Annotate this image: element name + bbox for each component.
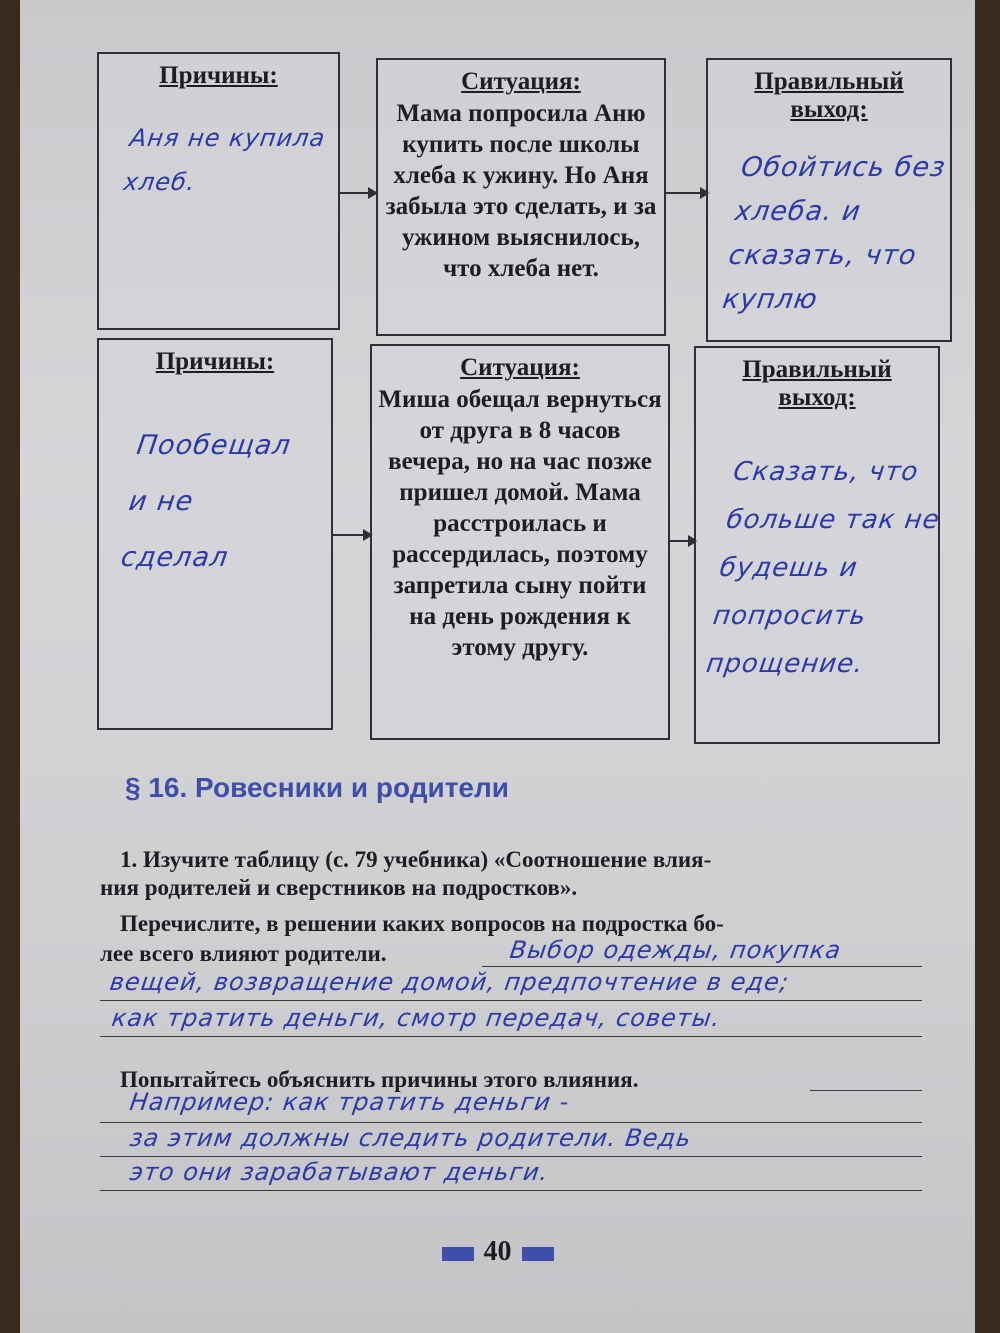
answer-line: за этим должны следить родители. Ведь — [128, 1124, 694, 1152]
section-title: § 16. Ровесники и родители — [125, 772, 509, 803]
answer-line: как тратить деньги, смотр передач, советы. — [110, 1004, 723, 1032]
situation-text: Мама попросила Аню купить после школы хлеба к ужину. Но Аня забыла это сделать, и за ужином выяснилось, что хлеба нет. — [385, 100, 657, 282]
workbook-page — [20, 0, 975, 1333]
arrow-right-icon — [340, 192, 374, 194]
arrow-right-icon — [670, 540, 694, 542]
arrow-right-icon — [333, 534, 369, 536]
page-footer — [20, 1236, 975, 1268]
page-number: 40 — [483, 1236, 512, 1267]
footer-bar-left — [442, 1247, 474, 1261]
causes-box-1 — [97, 52, 340, 330]
causes-answer: Аня не купила хлеб. — [121, 124, 328, 196]
causes-box-2 — [97, 338, 333, 730]
answer-line: Выбор одежды, покупка — [508, 936, 844, 964]
situation-box-2 — [370, 344, 670, 740]
causes-heading: Причины: — [155, 348, 275, 375]
solution-heading: Правильный выход: — [742, 356, 892, 411]
situation-box-1 — [376, 58, 666, 336]
task-line: ния родителей и сверстников на подростков». — [100, 875, 578, 900]
solution-answer: Сказать, что больше так не будешь и попросить прощение. — [704, 457, 942, 679]
footer-bar-right — [522, 1247, 554, 1261]
solution-heading: Правильный выход: — [754, 68, 904, 123]
task-line: Перечислите, в решении каких вопросов на подростка бо- — [120, 911, 724, 936]
situation-text: Миша обещал вернуться от друга в 8 часов вечера, но на час позже пришел домой. Мама расстроилась и рассердилась, поэтому запретила сыну пойти на день рождения к этому другу. — [378, 386, 662, 661]
arrow-right-icon — [666, 192, 706, 194]
task-line: 1. Изучите таблицу (с. 79 учебника) «Соотношение влия- — [120, 847, 712, 872]
writing-line — [100, 1190, 922, 1191]
answer-line: вещей, возвращение домой, предпочтение в еде; — [108, 968, 792, 996]
writing-line — [482, 966, 922, 967]
answer-line: это они зарабатывают деньги. — [128, 1158, 551, 1186]
task-line: лее всего влияют родители. — [100, 941, 387, 966]
solution-answer: Обойтись без хлеба. и сказать, что куплю — [720, 152, 948, 315]
causes-heading: Причины: — [159, 62, 278, 89]
situation-heading: Ситуация: — [460, 354, 580, 381]
causes-answer: Пообещал и не сделал — [119, 430, 293, 573]
writing-line — [100, 1122, 922, 1123]
solution-box-2 — [694, 346, 940, 744]
writing-line — [810, 1090, 922, 1091]
situation-heading: Ситуация: — [461, 68, 581, 95]
answer-line: Например: как тратить деньги - — [128, 1088, 572, 1116]
writing-line — [100, 1000, 922, 1001]
writing-line — [100, 1036, 922, 1037]
solution-box-1 — [706, 58, 952, 342]
task-question: Попытайтесь объяснить причины этого влияния. — [120, 1067, 639, 1092]
writing-line — [100, 1156, 922, 1157]
